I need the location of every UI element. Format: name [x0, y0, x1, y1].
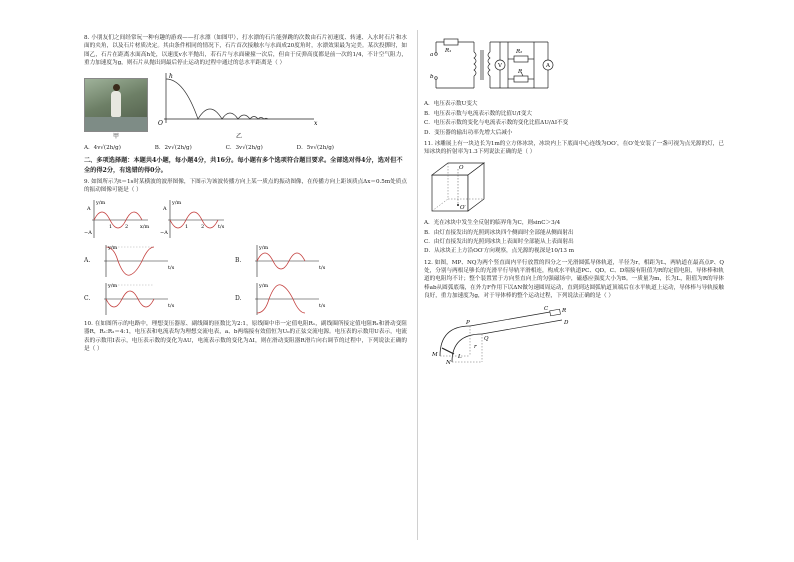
svg-text:1: 1	[109, 223, 113, 230]
label-o-prime: O′	[460, 204, 466, 211]
label-c: C	[544, 305, 549, 312]
question-8-figures	[84, 71, 407, 141]
svg-text:−A: −A	[84, 229, 92, 236]
q11-option-a: A．光在冰块中发生全反射的临界角为C，则sinC＞3/4	[424, 220, 561, 227]
wave-graph-x	[84, 198, 154, 240]
voltmeter-label: V	[498, 63, 502, 69]
q9-option-d: D. y/m t/s	[235, 281, 380, 317]
figure-jia	[84, 78, 148, 141]
label-m: M	[432, 351, 438, 358]
right-column	[424, 34, 724, 367]
q11-option-b: B．由灯直接发出的光照到冰块四个侧面时全部能从侧面射出	[424, 229, 574, 236]
left-column	[84, 34, 407, 356]
svg-text:y/m: y/m	[259, 282, 269, 289]
q11-option-c: C．由灯直接发出的光照到冰块上表面时全部能从上表面射出	[424, 238, 574, 245]
q9-option-b: B. y/m t/s	[235, 244, 326, 271]
figure-yi-caption: 乙	[235, 132, 242, 140]
svg-text:1: 1	[185, 223, 189, 230]
label-r2: R₂	[516, 49, 523, 55]
svg-text:A: A	[87, 205, 91, 212]
q9-option-a: A. y/m t/s	[84, 243, 229, 279]
question-11-text: 11. 冰雕展上有一块边长为1m的立方体冰块，冰块内上下底面中心连线为OO′，在O′处安装了一盏可视为点光源的灯，已知冰块的折射率为1.3下列说法正确的是（ ）	[424, 140, 724, 156]
label-o: O	[158, 119, 163, 127]
q10-option-a: A．电压表示数U变大	[424, 101, 478, 108]
question-9-options	[84, 243, 407, 317]
label-p: P	[466, 319, 470, 326]
svg-text:2: 2	[125, 223, 129, 230]
ice-cube-diagram	[428, 161, 498, 213]
label-r1: R₁	[445, 48, 452, 54]
q11-option-d: D．从冰块正上方沿OO′方向观察，点光源的视深是10/13 m	[424, 248, 575, 255]
svg-text:A: A	[163, 205, 167, 212]
label-l: L	[458, 353, 462, 360]
vibration-graph-t	[160, 198, 230, 240]
q8-option-a: A．4v√(2h/g)	[84, 144, 121, 151]
label-a: a	[430, 52, 434, 58]
q8-option-b: B．2v√(2h/g)	[154, 144, 192, 151]
column-divider	[417, 30, 418, 540]
svg-text:y/m: y/m	[259, 244, 269, 251]
section-2-title: 二、多项选择题：本题共4小题，每小题4分，共16分。每小题有多个选项符合题目要求。全部选对得4分，选对但不全的得2分，有选错的得0分。	[84, 157, 403, 174]
svg-text:y/m: y/m	[108, 282, 118, 289]
label-o-top: O	[459, 164, 464, 171]
svg-text:y/m: y/m	[172, 199, 182, 206]
question-8-options	[84, 144, 334, 152]
label-h: h	[169, 72, 173, 80]
q10-option-b: B．电压表示数与电流表示数的比值U/I变大	[424, 110, 533, 117]
arc-rail-diagram	[430, 304, 580, 364]
question-8-text: 8. 小朋友们之间经常玩一种有趣的游戏——打水漂（如图甲），打水漂的石片能弹跳的次数由石片初速度、转速、入水时石片和水面的夹角，以及石片材质决定。其由条件相同的情况下，石片首次接触水与水面成20度角时，水漂效果最为完美。某次投掷时，如图乙，石片在距离水面高h处，以速度v水平抛出，若石片与水面碰撞一次后，但由于反弹高度都是前一次的1/4，不计空气阻力，重力加速度为g，则石片从抛出到最后停止运动的过程中通过的总水平距离是（ ）	[84, 35, 407, 67]
figure-jia-caption: 甲	[112, 132, 119, 140]
svg-text:2: 2	[201, 223, 205, 230]
label-q: Q	[484, 335, 489, 342]
svg-text:x/m: x/m	[140, 223, 150, 230]
question-12-text: 12. 如图，MP、NQ为两个竖直面内平行放置的四分之一光滑圆弧导体轨道，半径为r，相距为L，两轨道在最高点P、Q处，分别与两根足够长的光滑平行导轨平滑相连，构成水平轨道PC、QD，C、D端接有阻值为R的定值电阻，导体棒和轨道的电阻均不计；整个装置置于方向竖直向上的匀强磁场中，磁感应强度大小为B。一质量为m，长为L，阻值为R的导体棒ab从圆弧底端，在外力F作用下以ΔN做匀速圆周运动，直到到达圆弧轨道顶端后在水平轨道上运动，导体棒与导轨接触良好，重力加速度为g，对于导体棒的整个运动过程，下列说法正确的是（ ）	[424, 259, 724, 300]
svg-text:y/m: y/m	[108, 244, 118, 251]
svg-text:t/s: t/s	[168, 264, 175, 271]
label-r: R	[518, 69, 523, 75]
q8-option-c: C．3v√(2h/g)	[225, 144, 263, 151]
svg-text:t/s: t/s	[319, 264, 326, 271]
question-9-given-graphs	[84, 198, 407, 240]
question-9-text: 9. 如图所示为t＝1s时某横波的波形图像，下图示为该波传播方向上某一质点的振动图像，在传播方向上距该质点Δx＝0.5m处质点的振动图像可能是（ ）	[84, 178, 407, 194]
question-10-text: 10. 在如图所示的电路中，理想变压器原、副线圈的匝数比为2:1，原线圈中串一定值电阻R₁，副线圈所接定值电阻R₂和滑动变阻器R，R₁:R₂＝4:1，电压表和电流表均为理想交流电表，a、b两端接有效值恒为U₀的正弦交流电源。电压表的示数用U表示，电流表的示数用I表示，电压表示数的变化为ΔU，电流表示数的变化为ΔI，则在滑动变阻器R滑片向右调节的过程中，下列说法正确的是（ ）	[84, 320, 407, 352]
label-x: x	[314, 119, 318, 127]
stone-skipping-photo	[84, 78, 148, 132]
label-d: D	[564, 319, 569, 326]
figure-yi	[154, 71, 324, 141]
svg-text:t/s: t/s	[218, 223, 225, 230]
ammeter-label: A	[546, 63, 550, 69]
svg-text:−A: −A	[160, 229, 168, 236]
bounce-trajectory-graph	[154, 71, 324, 129]
q10-option-d: D．变压器的输出功率先增大后减小	[424, 129, 513, 136]
q9-option-c: C. y/m t/s	[84, 282, 175, 309]
svg-text:t/s: t/s	[319, 302, 326, 309]
q10-option-c: C．电压表示数的变化与电流表示数的变化比值ΔU/ΔI不变	[424, 120, 569, 127]
q8-option-d: D．5v√(2h/g)	[296, 144, 334, 151]
transformer-circuit-diagram	[428, 34, 558, 96]
svg-text:y/m: y/m	[96, 199, 106, 206]
label-n: N	[446, 359, 451, 364]
label-radius: r	[474, 343, 477, 350]
svg-text:t/s: t/s	[168, 302, 175, 309]
label-b: b	[430, 74, 434, 80]
label-resistor: R	[562, 307, 567, 314]
